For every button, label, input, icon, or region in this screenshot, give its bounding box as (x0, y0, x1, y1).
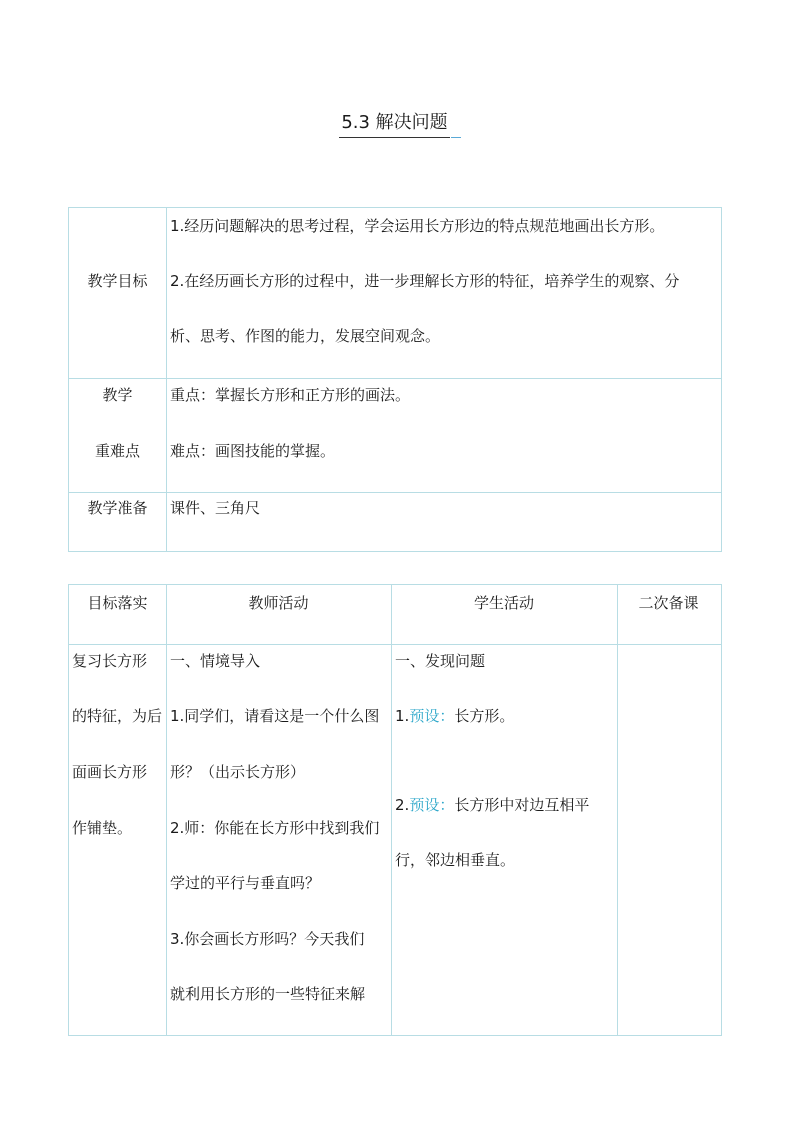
goal-text-line-2: 的特征，为后 (72, 707, 163, 725)
teacher-line-3: 形？（出示长方形） (170, 763, 306, 781)
header-second-prep: 二次备课 (638, 594, 699, 612)
student-heading: 一、发现问题 (395, 652, 486, 670)
header-goal: 目标落实 (87, 594, 148, 612)
table2-col-divider-2 (391, 585, 392, 1035)
goal-text-line-1: 复习长方形 (72, 652, 148, 670)
header-teacher: 教师活动 (248, 594, 309, 612)
lesson-info-table (68, 207, 722, 552)
page-title-text: 5.3 解决问题 (339, 110, 449, 138)
table2-col-divider-3 (617, 585, 618, 1035)
title-mark (451, 124, 461, 138)
teacher-line-6: 3.你会画长方形吗？今天我们 (170, 930, 365, 948)
table2-header-divider (69, 644, 721, 645)
prep-value: 课件、三角尺 (170, 499, 261, 517)
goal-label: 教学目标 (87, 272, 148, 290)
student-item-1-number: 1. (395, 707, 410, 725)
teacher-line-7: 就利用长方形的一些特征来解 (170, 985, 366, 1003)
teacher-line-1: 一、情境导入 (170, 652, 261, 670)
student-item-2-text: 长方形中对边互相平 (454, 796, 590, 814)
student-item-2-line-2: 行，邻边相垂直。 (395, 851, 516, 869)
page-title (0, 110, 800, 138)
table2-col-divider-1 (166, 585, 167, 1035)
header-student: 学生活动 (473, 594, 534, 612)
student-item-1-text: 长方形。 (454, 707, 515, 725)
table1-row-divider-1 (69, 378, 721, 379)
prep-label: 教学准备 (87, 499, 148, 517)
goal-text-line-3: 面画长方形 (72, 763, 148, 781)
goal-text-line-4: 作铺垫。 (72, 819, 133, 837)
goal-line-2: 2.在经历画长方形的过程中，进一步理解长方形的特征，培养学生的观察、分 (170, 272, 680, 290)
goal-line-3: 析、思考、作图的能力，发展空间观念。 (170, 327, 441, 345)
activity-table (68, 584, 722, 1036)
key-label-line-1: 教学 (102, 386, 133, 404)
student-item-1 (395, 706, 514, 726)
key-point: 重点：掌握长方形和正方形的画法。 (170, 386, 411, 404)
goal-line-1: 1.经历问题解决的思考过程，学会运用长方形边的特点规范地画出长方形。 (170, 217, 665, 235)
table1-row-divider-2 (69, 492, 721, 493)
student-item-2 (395, 795, 589, 815)
key-label-line-2: 重难点 (94, 442, 140, 460)
student-item-1-label: 预设： (409, 707, 455, 725)
student-item-2-label: 预设： (409, 796, 455, 814)
student-item-2-number: 2. (395, 796, 410, 814)
teacher-line-4: 2.师：你能在长方形中找到我们 (170, 819, 380, 837)
difficult-point: 难点：画图技能的掌握。 (170, 442, 336, 460)
teacher-line-2: 1.同学们，请看这是一个什么图 (170, 707, 380, 725)
table1-col-divider (166, 208, 167, 551)
teacher-line-5: 学过的平行与垂直吗？ (170, 874, 321, 892)
